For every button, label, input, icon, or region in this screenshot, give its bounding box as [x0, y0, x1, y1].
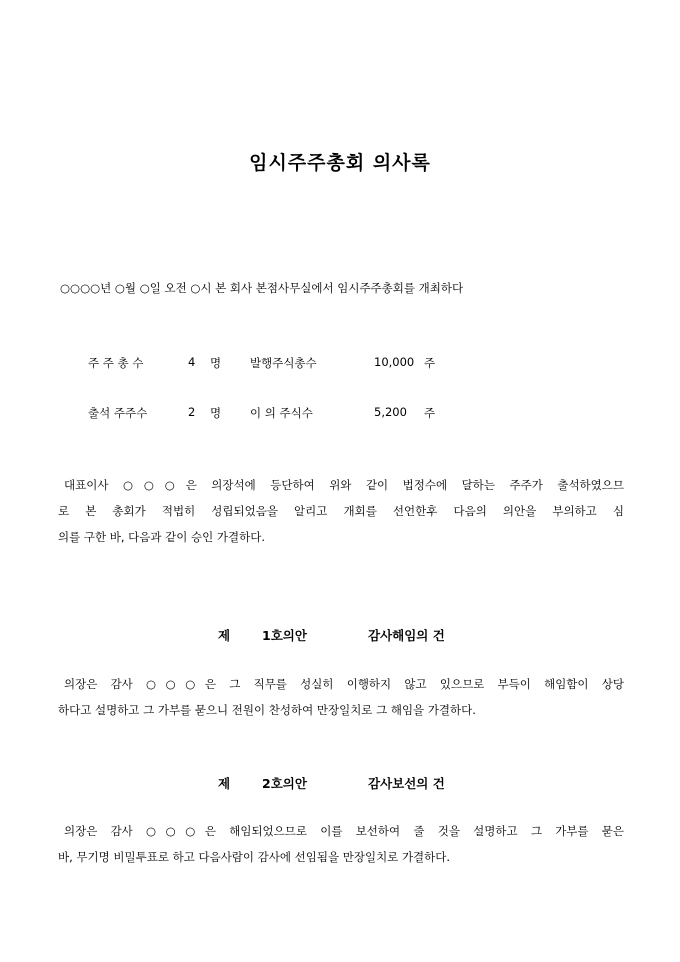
meeting-intro: ○○○○년 ○월 ○일 오전 ○시 본 회사 본점사무실에서 임시주주총회를 개최하다 [60, 281, 464, 295]
stats-count: 4 [188, 355, 196, 369]
agenda-title: 감사보선의 건 [368, 776, 445, 791]
paragraph-line: 의를 구한 바, 다음과 같이 승인 가결하다. [58, 530, 265, 544]
paragraph-line: 의장은 감사 ○○○은 해임되었으므로 이를 보선하여 줄 것을 설명하고 그 가부를 묻은 [64, 824, 624, 838]
attendance-stats-row [0, 405, 680, 425]
stats-share-value: 10,000 [374, 355, 415, 369]
agenda-heading [0, 774, 680, 796]
agenda-title: 감사해임의 건 [368, 628, 445, 643]
agenda-paragraph [58, 818, 624, 870]
stats-count: 2 [188, 405, 196, 419]
agenda-prefix: 제 [218, 628, 231, 643]
shareholder-stats-row [0, 355, 680, 375]
stats-label: 주 주 총 수 [88, 356, 144, 370]
stats-share-label: 발행주식총수 [250, 356, 317, 370]
agenda-prefix: 제 [218, 776, 231, 791]
stats-share-value: 5,200 [374, 405, 407, 419]
stats-share-label: 이 의 주식수 [250, 406, 313, 420]
stats-label: 출석 주주수 [88, 406, 148, 420]
paragraph-line: 의장은 감사 ○○○은 그 직무를 성실히 이행하지 않고 있으므로 부득이 해임함이 상당 [64, 677, 624, 691]
paragraph-line: 바, 무기명 비밀투표로 하고 다음사람이 감사에 선임됨을 만장일치로 가결하다. [58, 850, 451, 864]
paragraph-line: 로 본 총회가 적법히 성립되었음을 알리고 개회를 선언한후 다음의 의안을 부의하고 심 [58, 504, 624, 518]
agenda-number: 2호의안 [262, 776, 307, 791]
document-title: 임시주주총회 의사록 [249, 152, 431, 174]
stats-share-unit: 주 [424, 356, 436, 370]
stats-count-unit: 명 [210, 406, 222, 420]
paragraph-line: 하다고 설명하고 그 가부를 묻으니 전원이 찬성하여 만장일치로 그 해임을 가결하다. [58, 703, 476, 717]
agenda-number: 1호의안 [262, 628, 307, 643]
stats-count-unit: 명 [210, 356, 222, 370]
agenda-paragraph [58, 671, 624, 723]
opening-paragraph [58, 472, 624, 550]
agenda-heading [0, 626, 680, 648]
stats-share-unit: 주 [424, 406, 436, 420]
paragraph-line: 대표이사 ○○○은 의장석에 등단하여 위와 같이 법정수에 달하는 주주가 출석하였으므 [64, 478, 624, 492]
